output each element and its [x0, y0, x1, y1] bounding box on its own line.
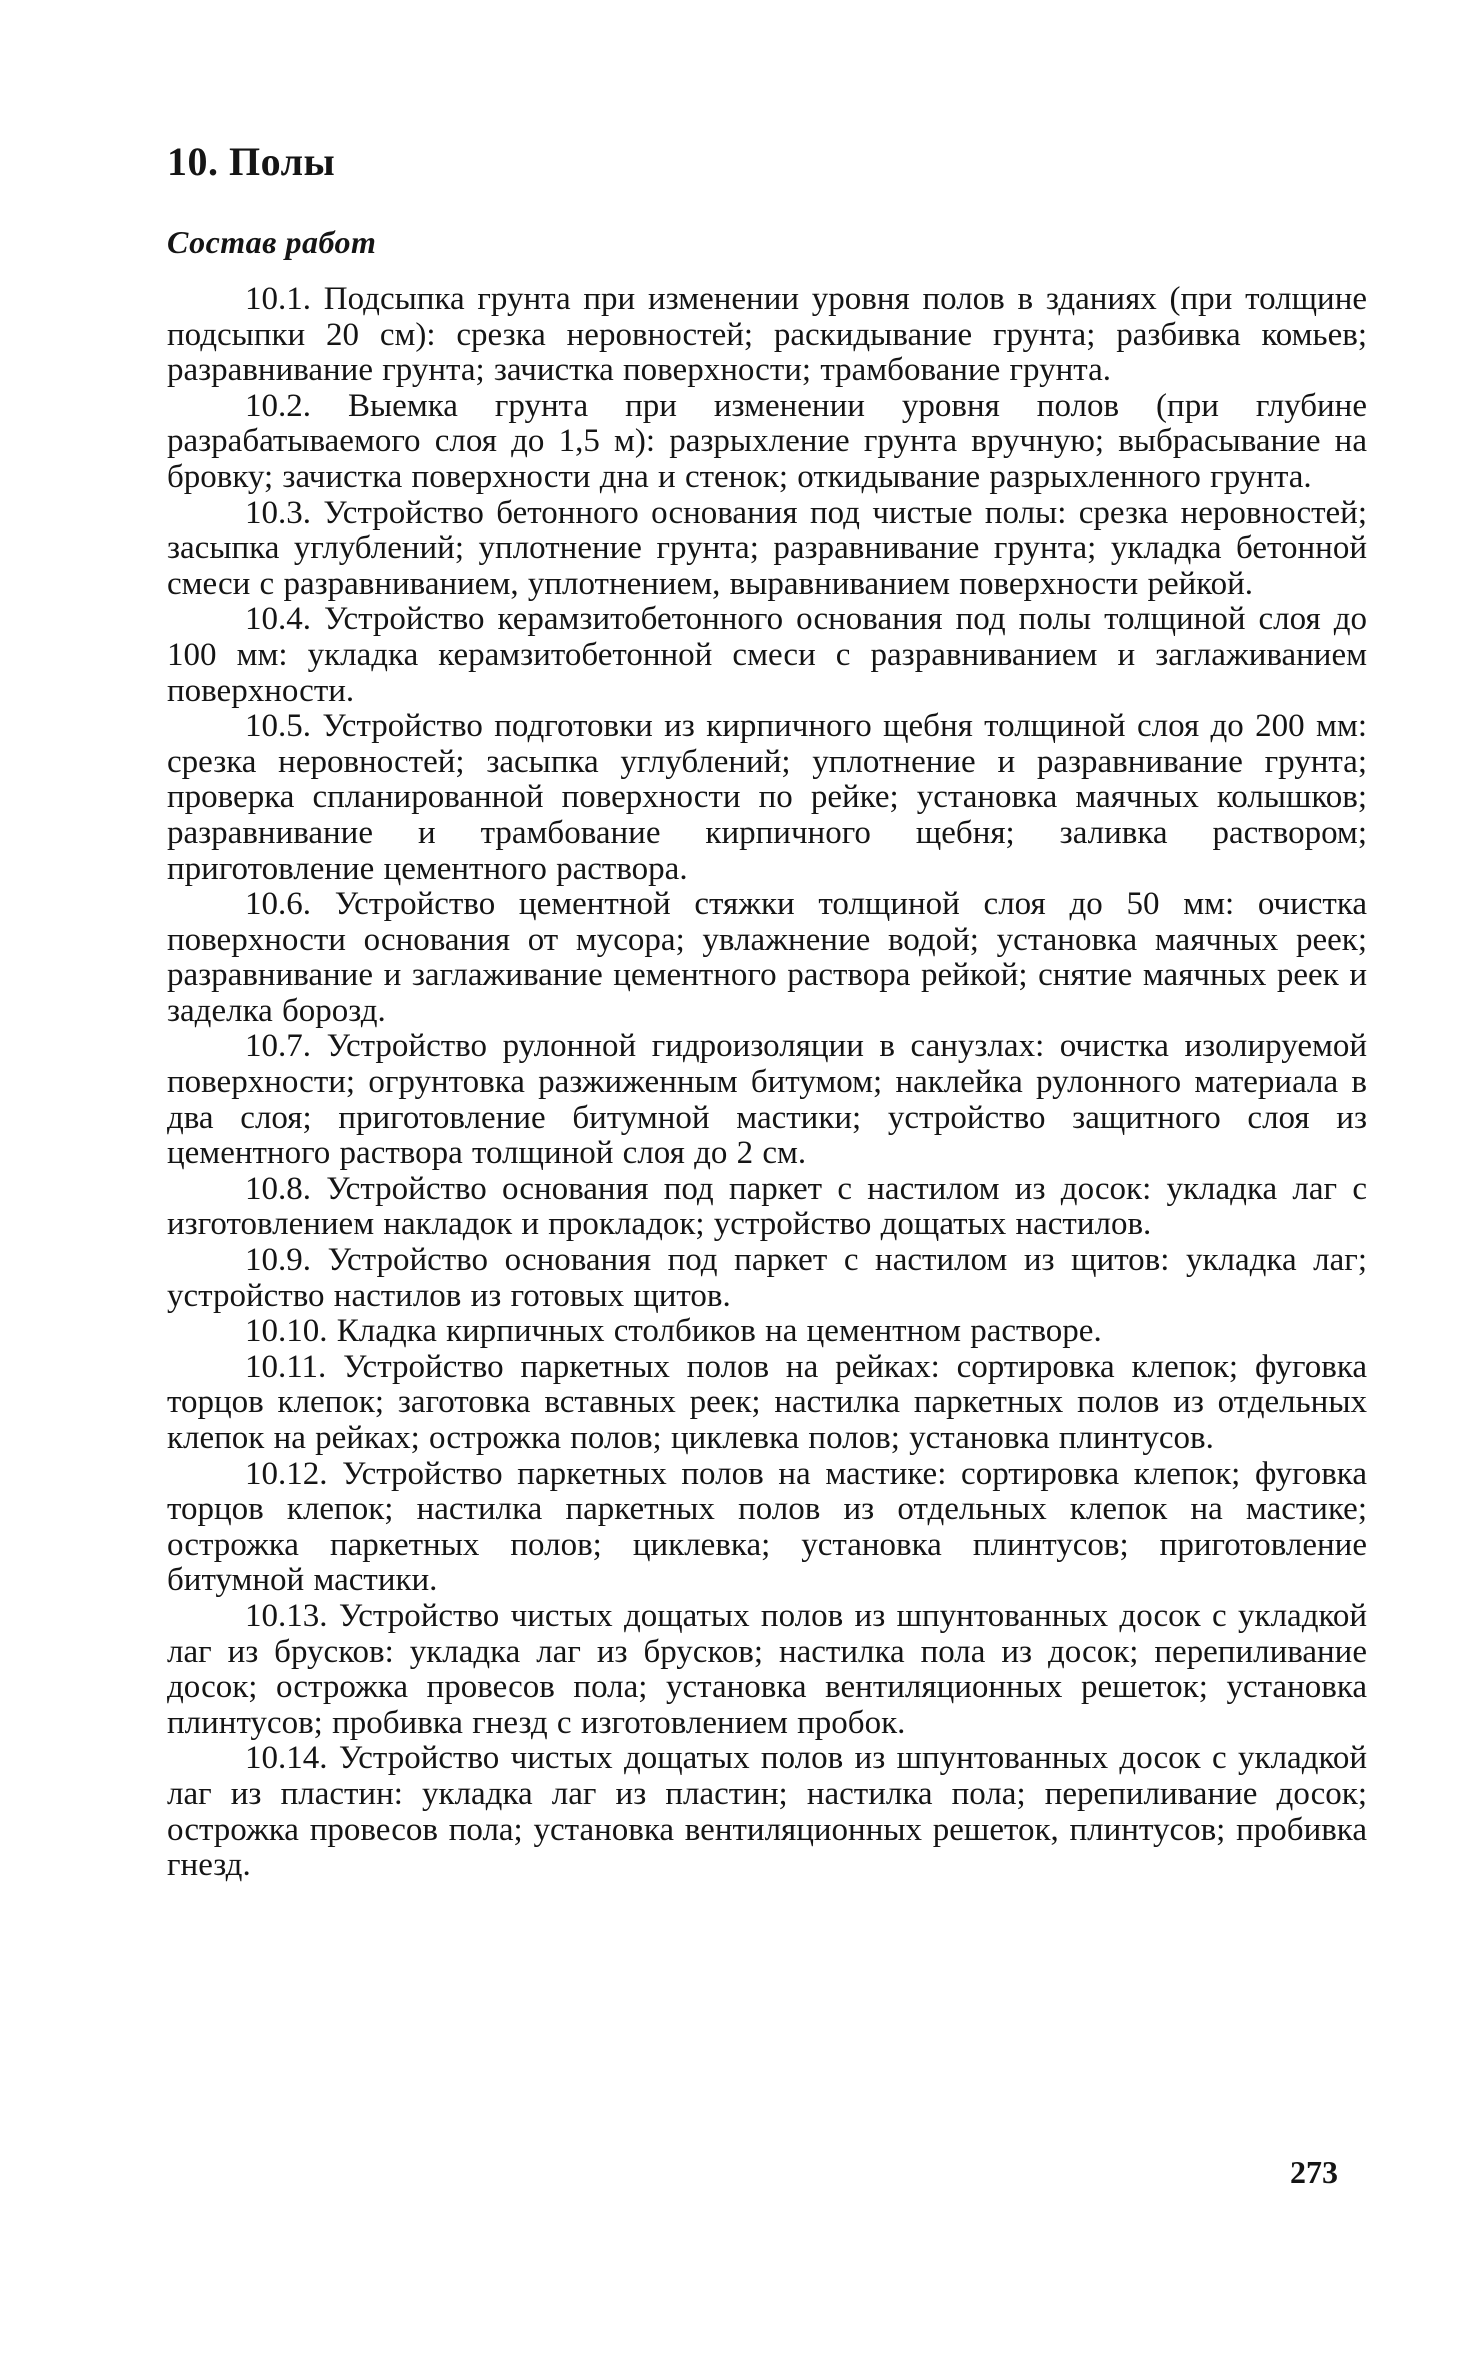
paragraph-10-12 [167, 1457, 1367, 1599]
paragraph-text: Устройство цементной стяжки толщиной слоя до 50 мм: очистка поверхности основания от мусора; увлажнение водой; установка маячных реек; разравнивание и заглаживание цементного раствора рейкой; снятие маячных реек и заделка борозд. [167, 886, 1368, 1029]
paragraph-text: Устройство рулонной гидроизоляции в санузлах: очистка изолируемой поверхности; огрунтовка разжиженным битумом; наклейка рулонного материала в два слоя; приготовление битумной мастики; устройство защитного слоя из цементного раствора толщиной слоя до 2 см. [167, 1028, 1368, 1172]
paragraph-10-14 [167, 1741, 1367, 1883]
paragraph-10-10 [167, 1314, 1367, 1350]
paragraph-text: Устройство подготовки из кирпичного щебня толщиной слоя до 200 мм: срезка неровностей; засыпка углублений; уплотнение и разравнивание грунта; проверка спланированной поверхности по рейке; установка маячных колышков; разравнивание и трамбование кирпичного щебня; заливка раствором; приготовление цементного раствора. [167, 708, 1367, 887]
paragraph-text: Устройство основания под паркет с настилом из щитов: укладка лаг; устройство настилов из готовых щитов. [167, 1242, 1368, 1314]
paragraph-text: Устройство паркетных полов на мастике: сортировка клепок; фуговка торцов клепок; настилка паркетных полов из отдельных клепок на мастике; острожка паркетных полов; циклевка; установка плинтусов; приготовление битумной мастики. [167, 1455, 1367, 1599]
paragraph-10-11 [167, 1350, 1367, 1457]
paragraph-number: 10.6. [245, 886, 311, 923]
paragraph-text: Устройство паркетных полов на рейках: сортировка клепок; фуговка торцов клепок; заготовка вставных реек; настилка паркетных полов из отдельных клепок на рейках; острожка полов; циклевка полов; установка плинтусов. [167, 1348, 1367, 1456]
paragraph-10-4 [167, 602, 1367, 709]
paragraph-text: Устройство основания под паркет с настилом из досок: укладка лаг с изготовлением накладок и прокладок; устройство дощатых настилов. [167, 1170, 1367, 1243]
paragraph-10-13 [167, 1599, 1367, 1741]
paragraph-text: Подсыпка грунта при изменении уровня полов в зданиях (при толщине подсыпки 20 см): срезка неровностей; раскидывание грунта; разбивка комьев; разравнивание грунта; зачистка поверхности; трамбование грунта. [167, 281, 1368, 389]
page-number: 273 [1290, 2154, 1338, 2190]
paragraph-10-8 [167, 1172, 1367, 1243]
paragraph-10-7 [167, 1029, 1367, 1171]
paragraph-list [167, 282, 1367, 1884]
paragraph-number: 10.11. [245, 1348, 327, 1385]
paragraph-number: 10.14. [245, 1740, 328, 1777]
paragraph-10-1 [167, 282, 1367, 389]
paragraph-number: 10.1. [245, 281, 311, 317]
section-subheading: Состав работ [167, 224, 377, 260]
paragraph-text: Кладка кирпичных столбиков на цементном растворе. [336, 1313, 1102, 1350]
paragraph-text: Устройство керамзитобетонного основания под полы толщиной слоя до 100 мм: укладка керамзитобетонной смеси с разравниванием и заглаживанием поверхности. [167, 601, 1368, 709]
paragraph-text: Устройство чистых дощатых полов из шпунтованных досок с укладкой лаг из брусков: укладка лаг из брусков; настилка пола из досок; перепиливание досок; острожка провесов пола; установка вентиляционных решеток; установка плинтусов; пробивка гнезд с изготовлением пробок. [167, 1597, 1367, 1741]
paragraph-number: 10.5. [245, 708, 311, 745]
paragraph-10-9 [167, 1243, 1367, 1314]
paragraph-text: Устройство бетонного основания под чистые полы: срезка неровностей; засыпка углублений; уплотнение грунта; разравнивание грунта; укладка бетонной смеси с разравниванием, уплотнением, выравниванием поверхности рейкой. [167, 494, 1368, 602]
paragraph-number: 10.12. [245, 1455, 328, 1492]
paragraph-number: 10.13. [245, 1597, 328, 1634]
paragraph-number: 10.7. [245, 1028, 311, 1065]
paragraph-10-2 [167, 389, 1367, 496]
paragraph-number: 10.8. [245, 1170, 311, 1207]
paragraph-10-5 [167, 709, 1367, 887]
paragraph-10-6 [167, 887, 1367, 1029]
paragraph-text: Устройство чистых дощатых полов из шпунтованных досок с укладкой лаг из пластин: укладка лаг из пластин; настилка пола; перепиливание досок; острожка провесов пола; установка вентиляционных решеток, плинтусов; пробивка гнезд. [167, 1740, 1367, 1884]
section-heading: 10. Полы [167, 139, 336, 184]
paragraph-number: 10.2. [245, 387, 311, 424]
paragraph-number: 10.9. [245, 1242, 311, 1279]
paragraph-number: 10.4. [245, 601, 311, 638]
paragraph-number: 10.3. [245, 494, 311, 531]
paragraph-10-3 [167, 496, 1367, 603]
paragraph-number: 10.10. [245, 1313, 328, 1350]
paragraph-text: Выемка грунта при изменении уровня полов (при глубине разрабатываемого слоя до 1,5 м): разрыхление грунта вручную; выбрасывание на бровку; зачистка поверхности дна и стенок; откидывание разрыхленного грунта. [167, 387, 1367, 495]
